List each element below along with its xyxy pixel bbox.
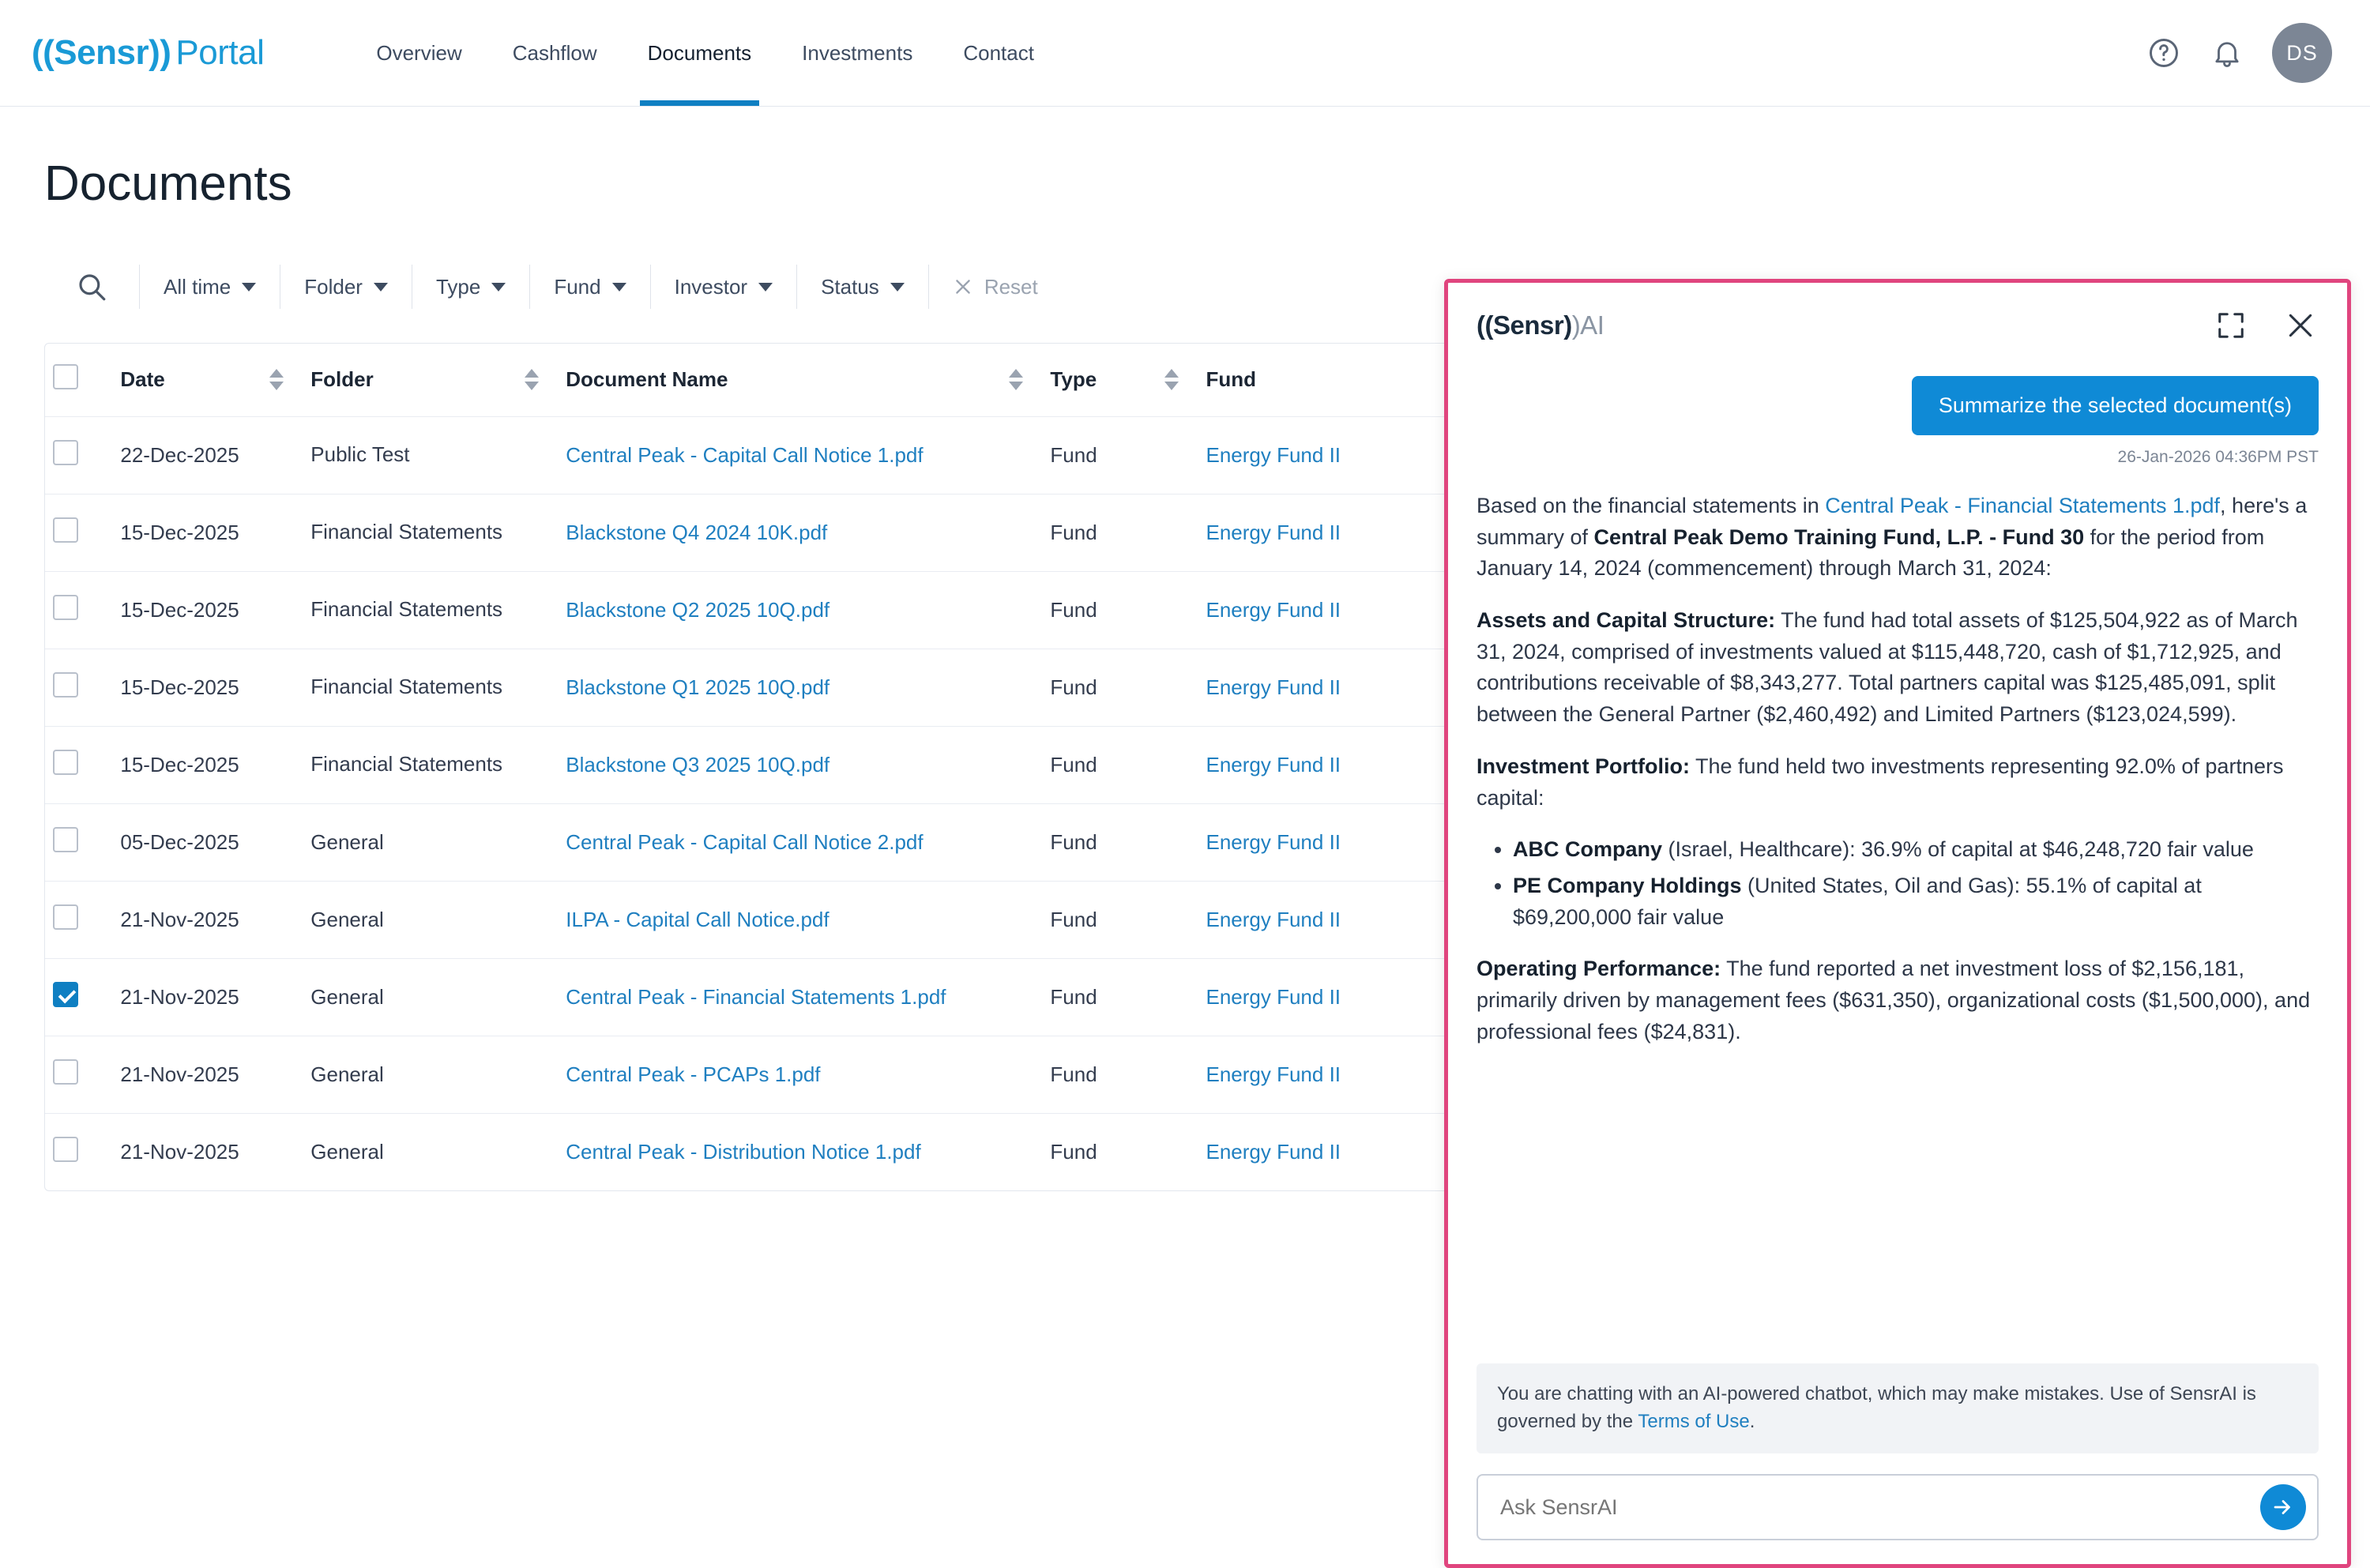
cell-document-name	[558, 1036, 1042, 1113]
row-checkbox-cell	[45, 1113, 112, 1190]
select-all-checkbox[interactable]	[53, 364, 78, 389]
fund-link[interactable]: Energy Fund II	[1206, 442, 1341, 467]
row-checkbox-cell	[45, 571, 112, 649]
chevron-down-icon	[612, 283, 626, 291]
sort-icon[interactable]	[269, 369, 284, 390]
bullet-title: PE Company Holdings	[1513, 873, 1742, 897]
ai-response-section-assets	[1477, 605, 2319, 731]
cell-document-name	[558, 726, 1042, 803]
column-header-date[interactable]	[112, 344, 303, 416]
cell-date: 15-Dec-2025	[112, 571, 303, 649]
cell-folder: General	[303, 881, 558, 958]
fund-link[interactable]: Energy Fund II	[1206, 829, 1341, 854]
cell-type: Fund	[1042, 803, 1198, 881]
document-link[interactable]: Blackstone Q4 2024 10K.pdf	[566, 520, 828, 544]
filter-status-label: Status	[821, 274, 879, 299]
row-checkbox-cell	[45, 416, 112, 494]
cell-type: Fund	[1042, 571, 1198, 649]
ai-response-section-performance	[1477, 953, 2319, 1047]
intro-mid: , here's a summary of	[1477, 494, 2308, 549]
list-item	[1513, 870, 2319, 933]
nav-item-documents[interactable]: Documents	[623, 0, 777, 106]
table-row[interactable]	[45, 1113, 1458, 1190]
disclaimer-prefix: You are chatting with an AI-powered chatbot, which may make mistakes. Use of SensrAI is governed by the	[1497, 1383, 2256, 1433]
brand-logo[interactable]	[32, 33, 264, 73]
row-checkbox-cell	[45, 649, 112, 726]
sort-icon[interactable]	[1009, 369, 1023, 390]
cell-type: Fund	[1042, 1036, 1198, 1113]
document-link[interactable]: Central Peak - Financial Statements 1.pdf	[1825, 494, 2221, 517]
cell-fund	[1198, 571, 1458, 649]
ai-disclaimer	[1477, 1363, 2319, 1453]
intro-suffix: for the period from January 14, 2024 (commencement) through March 31, 2024:	[1477, 525, 2265, 581]
document-link[interactable]: Central Peak - Capital Call Notice 2.pdf	[566, 829, 924, 854]
table-row[interactable]	[45, 649, 1458, 726]
cell-type: Fund	[1042, 649, 1198, 726]
column-header-fund-label: Fund	[1206, 367, 1257, 392]
column-header-fund[interactable]	[1198, 344, 1458, 416]
cell-date: 21-Nov-2025	[112, 958, 303, 1036]
row-checkbox[interactable]	[53, 982, 78, 1007]
cell-document-name	[558, 494, 1042, 571]
filter-investor[interactable]	[651, 265, 797, 309]
row-checkbox-cell	[45, 803, 112, 881]
main-navigation	[351, 0, 1059, 106]
section-text-assets: The fund had total assets of $125,504,922 as of March 31, 2024, comprised of investments valued at $115,448,720, cash of $1,712,925, and contributions receivable of $8,343,277. Total partners capital was $125,485,091, split between the General Partner ($2,460,492) and Limited Partners ($123,024,599).	[1477, 608, 2298, 727]
reset-filters-button[interactable]	[929, 275, 1062, 299]
filter-folder[interactable]	[280, 265, 412, 309]
cell-folder: General	[303, 958, 558, 1036]
cell-fund	[1198, 1113, 1458, 1190]
table-row[interactable]	[45, 1036, 1458, 1113]
ai-response-intro	[1477, 491, 2319, 585]
bell-icon[interactable]	[2209, 35, 2245, 71]
row-checkbox-cell	[45, 726, 112, 803]
page-title: Documents	[44, 156, 292, 211]
cell-document-name	[558, 1113, 1042, 1190]
sensr-ai-panel	[1444, 279, 2351, 1568]
fund-name: Central Peak Demo Training Fund, L.P. - Fund 30	[1593, 525, 2085, 549]
fund-link[interactable]: Energy Fund II	[1206, 907, 1341, 931]
sensr-ai-logo-suffix: )AI	[1571, 310, 1604, 340]
column-header-date-label: Date	[120, 367, 165, 392]
filter-fund-label: Fund	[554, 274, 601, 299]
ai-panel-header-actions	[2213, 307, 2319, 344]
row-checkbox-cell	[45, 494, 112, 571]
cell-document-name	[558, 649, 1042, 726]
cell-date: 05-Dec-2025	[112, 803, 303, 881]
chevron-down-icon	[491, 283, 506, 291]
terms-of-use-link[interactable]: Terms of Use	[1638, 1411, 1750, 1433]
close-icon[interactable]	[2282, 307, 2319, 344]
fund-link[interactable]: Energy Fund II	[1206, 1062, 1341, 1086]
document-link[interactable]: Blackstone Q2 2025 10Q.pdf	[566, 597, 830, 622]
cell-fund	[1198, 494, 1458, 571]
fund-link[interactable]: Energy Fund II	[1206, 984, 1341, 1009]
cell-fund	[1198, 726, 1458, 803]
brand-logo-mark: ((Sensr))	[32, 33, 171, 72]
cell-fund	[1198, 649, 1458, 726]
column-header-document-name[interactable]	[558, 344, 1042, 416]
row-checkbox-cell	[45, 958, 112, 1036]
header-actions	[2146, 0, 2332, 106]
cell-folder: General	[303, 1036, 558, 1113]
nav-item-overview[interactable]: Overview	[376, 40, 462, 65]
ai-panel-header	[1448, 283, 2347, 368]
filter-fund[interactable]	[530, 265, 649, 309]
column-header-type-label: Type	[1050, 367, 1097, 392]
fund-link[interactable]: Energy Fund II	[1206, 597, 1341, 622]
select-all-cell	[45, 344, 112, 416]
sort-icon[interactable]	[525, 369, 539, 390]
cell-fund	[1198, 803, 1458, 881]
cell-date: 21-Nov-2025	[112, 1036, 303, 1113]
row-checkbox[interactable]	[53, 904, 78, 930]
cell-fund	[1198, 881, 1458, 958]
reset-filters-label: Reset	[984, 274, 1038, 299]
fund-link[interactable]: Energy Fund II	[1206, 675, 1341, 699]
cell-date: 21-Nov-2025	[120, 1139, 239, 1164]
nav-item-cashflow[interactable]: Cashflow	[512, 40, 597, 65]
cell-date: 22-Dec-2025	[112, 416, 303, 494]
cell-folder: Financial Statements	[303, 649, 558, 726]
table-row[interactable]	[45, 726, 1458, 803]
cell-date: 15-Dec-2025	[112, 649, 303, 726]
column-header-folder[interactable]	[303, 344, 558, 416]
cell-type: Fund	[1042, 958, 1198, 1036]
cell-document-name	[558, 571, 1042, 649]
filter-all-time[interactable]	[140, 265, 280, 309]
table-row[interactable]	[45, 416, 1458, 494]
row-checkbox[interactable]	[53, 1059, 78, 1085]
document-link[interactable]: Blackstone Q3 2025 10Q.pdf	[566, 752, 830, 776]
cell-date: 15-Dec-2025	[112, 494, 303, 571]
cell-folder: Public Test	[303, 416, 558, 494]
top-header	[0, 0, 2370, 107]
documents-page	[0, 156, 2370, 1462]
cell-date: 15-Dec-2025	[112, 726, 303, 803]
cell-folder: General	[310, 1139, 384, 1164]
ai-response	[1477, 491, 2319, 1047]
message-timestamp: 26-Jan-2026 04:36PM PST	[2117, 448, 2319, 466]
sensr-ai-logo-mark: ((Sensr)	[1477, 310, 1572, 340]
search-icon[interactable]	[44, 270, 139, 303]
filter-folder-label: Folder	[304, 274, 363, 299]
row-checkbox[interactable]	[53, 517, 78, 543]
portfolio-bullet-list	[1477, 834, 2319, 933]
table-row[interactable]	[45, 571, 1458, 649]
column-header-folder-label: Folder	[310, 367, 374, 392]
cell-folder: Financial Statements	[303, 571, 558, 649]
filter-all-time-label: All time	[164, 274, 231, 299]
close-icon	[953, 276, 973, 297]
ai-conversation	[1448, 368, 2347, 1356]
bullet-title: ABC Company	[1513, 837, 1663, 862]
disclaimer-suffix: .	[1749, 1411, 1755, 1433]
section-label-assets: Assets and Capital Structure:	[1477, 608, 1776, 633]
document-link[interactable]: Blackstone Q1 2025 10Q.pdf	[566, 675, 830, 699]
ai-input-row	[1477, 1474, 2319, 1540]
document-link[interactable]: Central Peak - Capital Call Notice 1.pdf	[566, 442, 924, 467]
send-arrow-icon[interactable]	[2260, 1484, 2306, 1530]
row-checkbox[interactable]	[53, 672, 78, 698]
column-header-document-name-label: Document Name	[566, 367, 728, 392]
chevron-down-icon	[890, 283, 905, 291]
table-row[interactable]	[45, 803, 1458, 881]
question-circle-icon[interactable]	[2146, 35, 2182, 71]
ask-sensrai-input[interactable]	[1499, 1495, 2260, 1521]
cell-type: Fund	[1050, 1139, 1097, 1164]
chevron-down-icon	[758, 283, 773, 291]
document-link[interactable]: Central Peak - Financial Statements 1.pdf	[566, 984, 946, 1009]
section-text-portfolio: The fund held two investments representing 92.0% of partners capital:	[1477, 754, 2284, 810]
section-text-performance: The fund reported a net investment loss of $2,156,181, primarily driven by management fees ($631,350), organizational costs ($1,500,000), and professional fees ($24,831).	[1477, 957, 2311, 1043]
ai-response-section-portfolio	[1477, 751, 2319, 814]
chevron-down-icon	[242, 283, 256, 291]
fund-link[interactable]: Energy Fund II	[1206, 1139, 1341, 1164]
chevron-down-icon	[374, 283, 388, 291]
bullet-text: (Israel, Healthcare): 36.9% of capital at $46,248,720 fair value	[1662, 837, 2254, 862]
row-checkbox[interactable]	[53, 827, 78, 852]
nav-item-contact[interactable]: Contact	[963, 40, 1034, 65]
table-row[interactable]	[45, 881, 1458, 958]
list-item	[1513, 834, 2319, 866]
user-message: Summarize the selected document(s)	[1912, 376, 2319, 435]
row-checkbox[interactable]	[53, 1137, 78, 1162]
filter-status[interactable]	[797, 265, 928, 309]
section-label-portfolio: Investment Portfolio:	[1477, 754, 1691, 778]
table-header-row	[45, 344, 1458, 416]
user-message-row	[1477, 376, 2319, 435]
filter-investor-label: Investor	[674, 274, 748, 299]
intro-prefix: Based on the financial statements in	[1477, 494, 1826, 517]
table-row[interactable]	[45, 494, 1458, 571]
cell-fund	[1198, 416, 1458, 494]
brand-logo-text: Portal	[175, 33, 265, 72]
column-header-type[interactable]	[1042, 344, 1198, 416]
table-row[interactable]	[45, 958, 1458, 1036]
row-checkbox-cell	[45, 881, 112, 958]
cell-type: Fund	[1042, 494, 1198, 571]
cell-document-name	[558, 803, 1042, 881]
cell-document-name	[558, 881, 1042, 958]
fund-link[interactable]: Energy Fund II	[1206, 752, 1341, 776]
row-checkbox[interactable]	[53, 595, 78, 620]
cell-fund	[1198, 1036, 1458, 1113]
documents-table	[44, 343, 1458, 1191]
cell-type: Fund	[1042, 726, 1198, 803]
bullet-text: (United States, Oil and Gas): 55.1% of capital at $69,200,000 fair value	[1513, 873, 2202, 929]
filter-type[interactable]	[412, 265, 529, 309]
cell-document-name	[558, 416, 1042, 494]
row-checkbox-cell	[45, 1036, 112, 1113]
row-checkbox[interactable]	[53, 750, 78, 775]
document-link[interactable]: Central Peak - PCAPs 1.pdf	[566, 1062, 821, 1086]
cell-fund	[1198, 958, 1458, 1036]
avatar[interactable]: DS	[2272, 23, 2332, 83]
sensr-ai-logo	[1477, 310, 1604, 340]
cell-folder: General	[303, 803, 558, 881]
cell-document-name	[558, 958, 1042, 1036]
document-link[interactable]: ILPA - Capital Call Notice.pdf	[566, 907, 830, 931]
fund-link[interactable]: Energy Fund II	[1206, 520, 1341, 544]
cell-type: Fund	[1042, 416, 1198, 494]
row-checkbox[interactable]	[53, 440, 78, 465]
section-label-performance: Operating Performance:	[1477, 957, 1721, 981]
filter-type-label: Type	[435, 274, 481, 299]
cell-type: Fund	[1042, 881, 1198, 958]
nav-item-investments[interactable]: Investments	[802, 40, 913, 65]
expand-icon[interactable]	[2213, 307, 2249, 344]
cell-date: 21-Nov-2025	[112, 881, 303, 958]
cell-folder: Financial Statements	[303, 726, 558, 803]
document-link[interactable]: Central Peak - Distribution Notice 1.pdf	[566, 1139, 921, 1164]
sort-icon[interactable]	[1164, 369, 1179, 390]
cell-folder: Financial Statements	[303, 494, 558, 571]
